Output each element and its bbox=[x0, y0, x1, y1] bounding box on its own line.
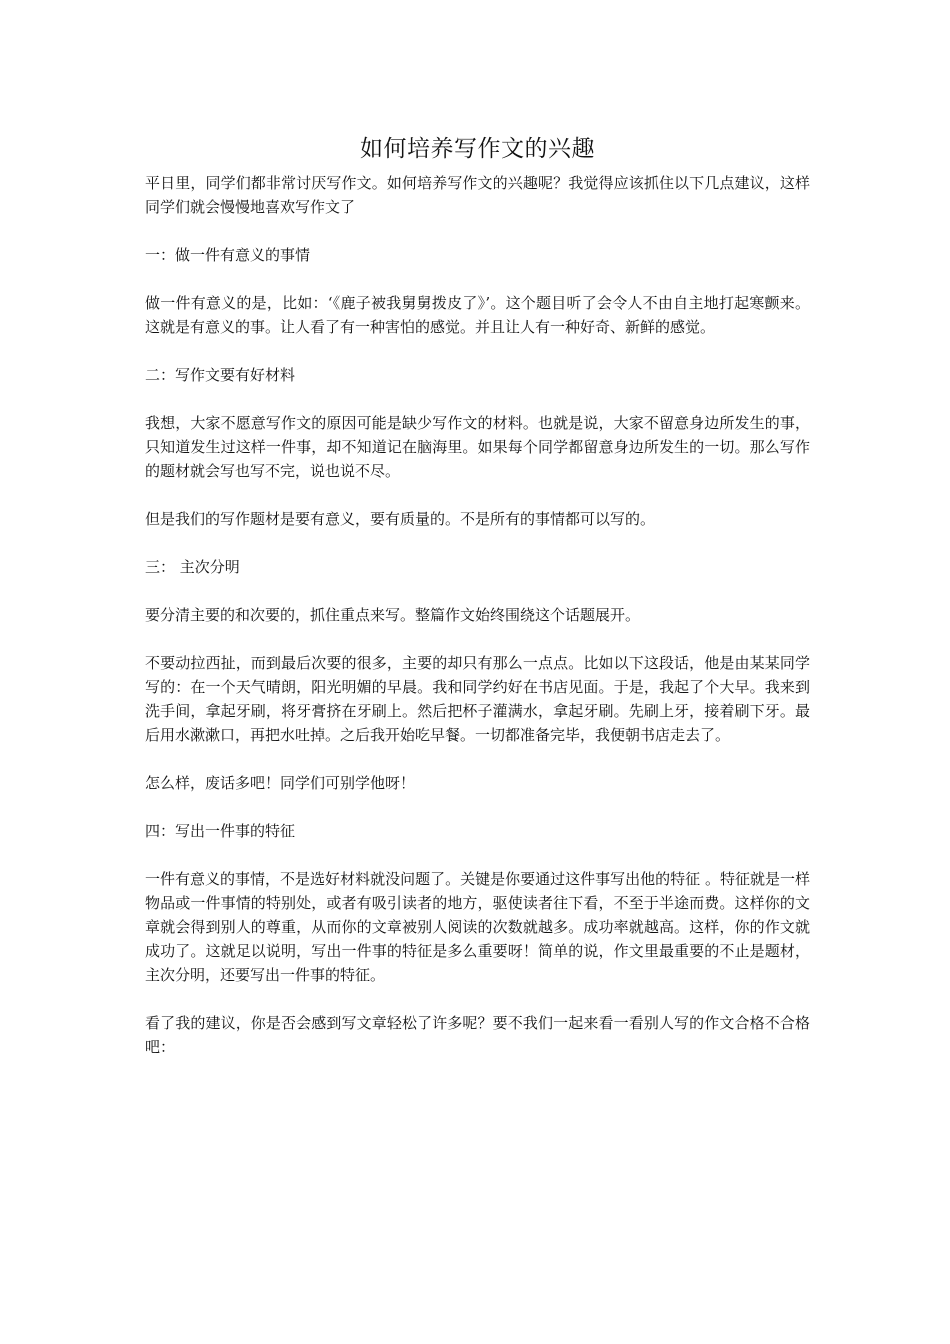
section-3-paragraph-1: 要分清主要的和次要的，抓住重点来写。整篇作文始终围绕这个话题展开。 bbox=[145, 606, 641, 624]
section-2-paragraph-2: 但是我们的写作题材是要有意义，要有质量的。不是所有的事情都可以写的。 bbox=[145, 510, 656, 528]
section-2-paragraph-1: 我想，大家不愿意写作文的原因可能是缺少写作文的材料。也就是说，大家不留意身边所发生的事，只知道发生过这样一件事，却不知道记在脑海里。如果每个同学都留意身边所发生的一切。那么写作的题材就会写也写不完，说也说不尽。 bbox=[145, 414, 810, 480]
intro-paragraph: 平日里，同学们都非常讨厌写作文。如何培养写作文的兴趣呢？我觉得应该抓住以下几点建议，这样同学们就会慢慢地喜欢写作文了 bbox=[145, 174, 810, 216]
document-body bbox=[145, 133, 810, 1083]
section-heading-2: 二：写作文要有好材料 bbox=[145, 366, 296, 384]
document-title: 如何培养写作文的兴趣 bbox=[360, 136, 595, 162]
section-3-paragraph-2: 不要动拉西扯，而到最后次要的很多，主要的却只有那么一点点。比如以下这段话，他是由某某同学写的：在一个天气晴朗，阳光明媚的早晨。我和同学约好在书店见面。于是，我起了个大早。我来到洗手间，拿起牙刷，将牙膏挤在牙刷上。然后把杯子灌满水，拿起牙刷。先刷上牙，接着刷下牙。最后用水漱漱口，再把水吐掉。之后我开始吃早餐。一切都准备完毕，我便朝书店走去了。 bbox=[145, 654, 810, 744]
section-4-paragraph: 一件有意义的事情，不是选好材料就没问题了。关键是你要通过这件事写出他的特征 。特征就是一样物品或一件事情的特别处，或者有吸引读者的地方，驱使读者往下看，不至于半途而费。这样你的文章就会得到别人的尊重，从而你的文章被别人阅读的次数就越多。成功率就越高。这样，你的作文就成功了。这就足以说明，写出一件事的特征是多么重要呀！简单的说，作文里最重要的不止是题材，主次分明，还要写出一件事的特征。 bbox=[145, 870, 810, 984]
section-heading-3: 三： 主次分明 bbox=[145, 558, 240, 576]
section-3-paragraph-3: 怎么样，废话多吧！同学们可别学他呀！ bbox=[145, 774, 416, 792]
section-heading-4: 四：写出一件事的特征 bbox=[145, 822, 296, 840]
section-1-paragraph: 做一件有意义的是，比如：‘《鹿子被我舅舅拨皮了》’。这个题目听了会令人不由自主地打起寒颤来。这就是有意义的事。让人看了有一种害怕的感觉。并且让人有一种好奇、新鲜的感觉。 bbox=[145, 294, 810, 336]
section-heading-1: 一：做一件有意义的事情 bbox=[145, 246, 311, 264]
closing-paragraph: 看了我的建议，你是否会感到写文章轻松了许多呢？要不我们一起来看一看别人写的作文合格不合格吧： bbox=[145, 1014, 810, 1056]
